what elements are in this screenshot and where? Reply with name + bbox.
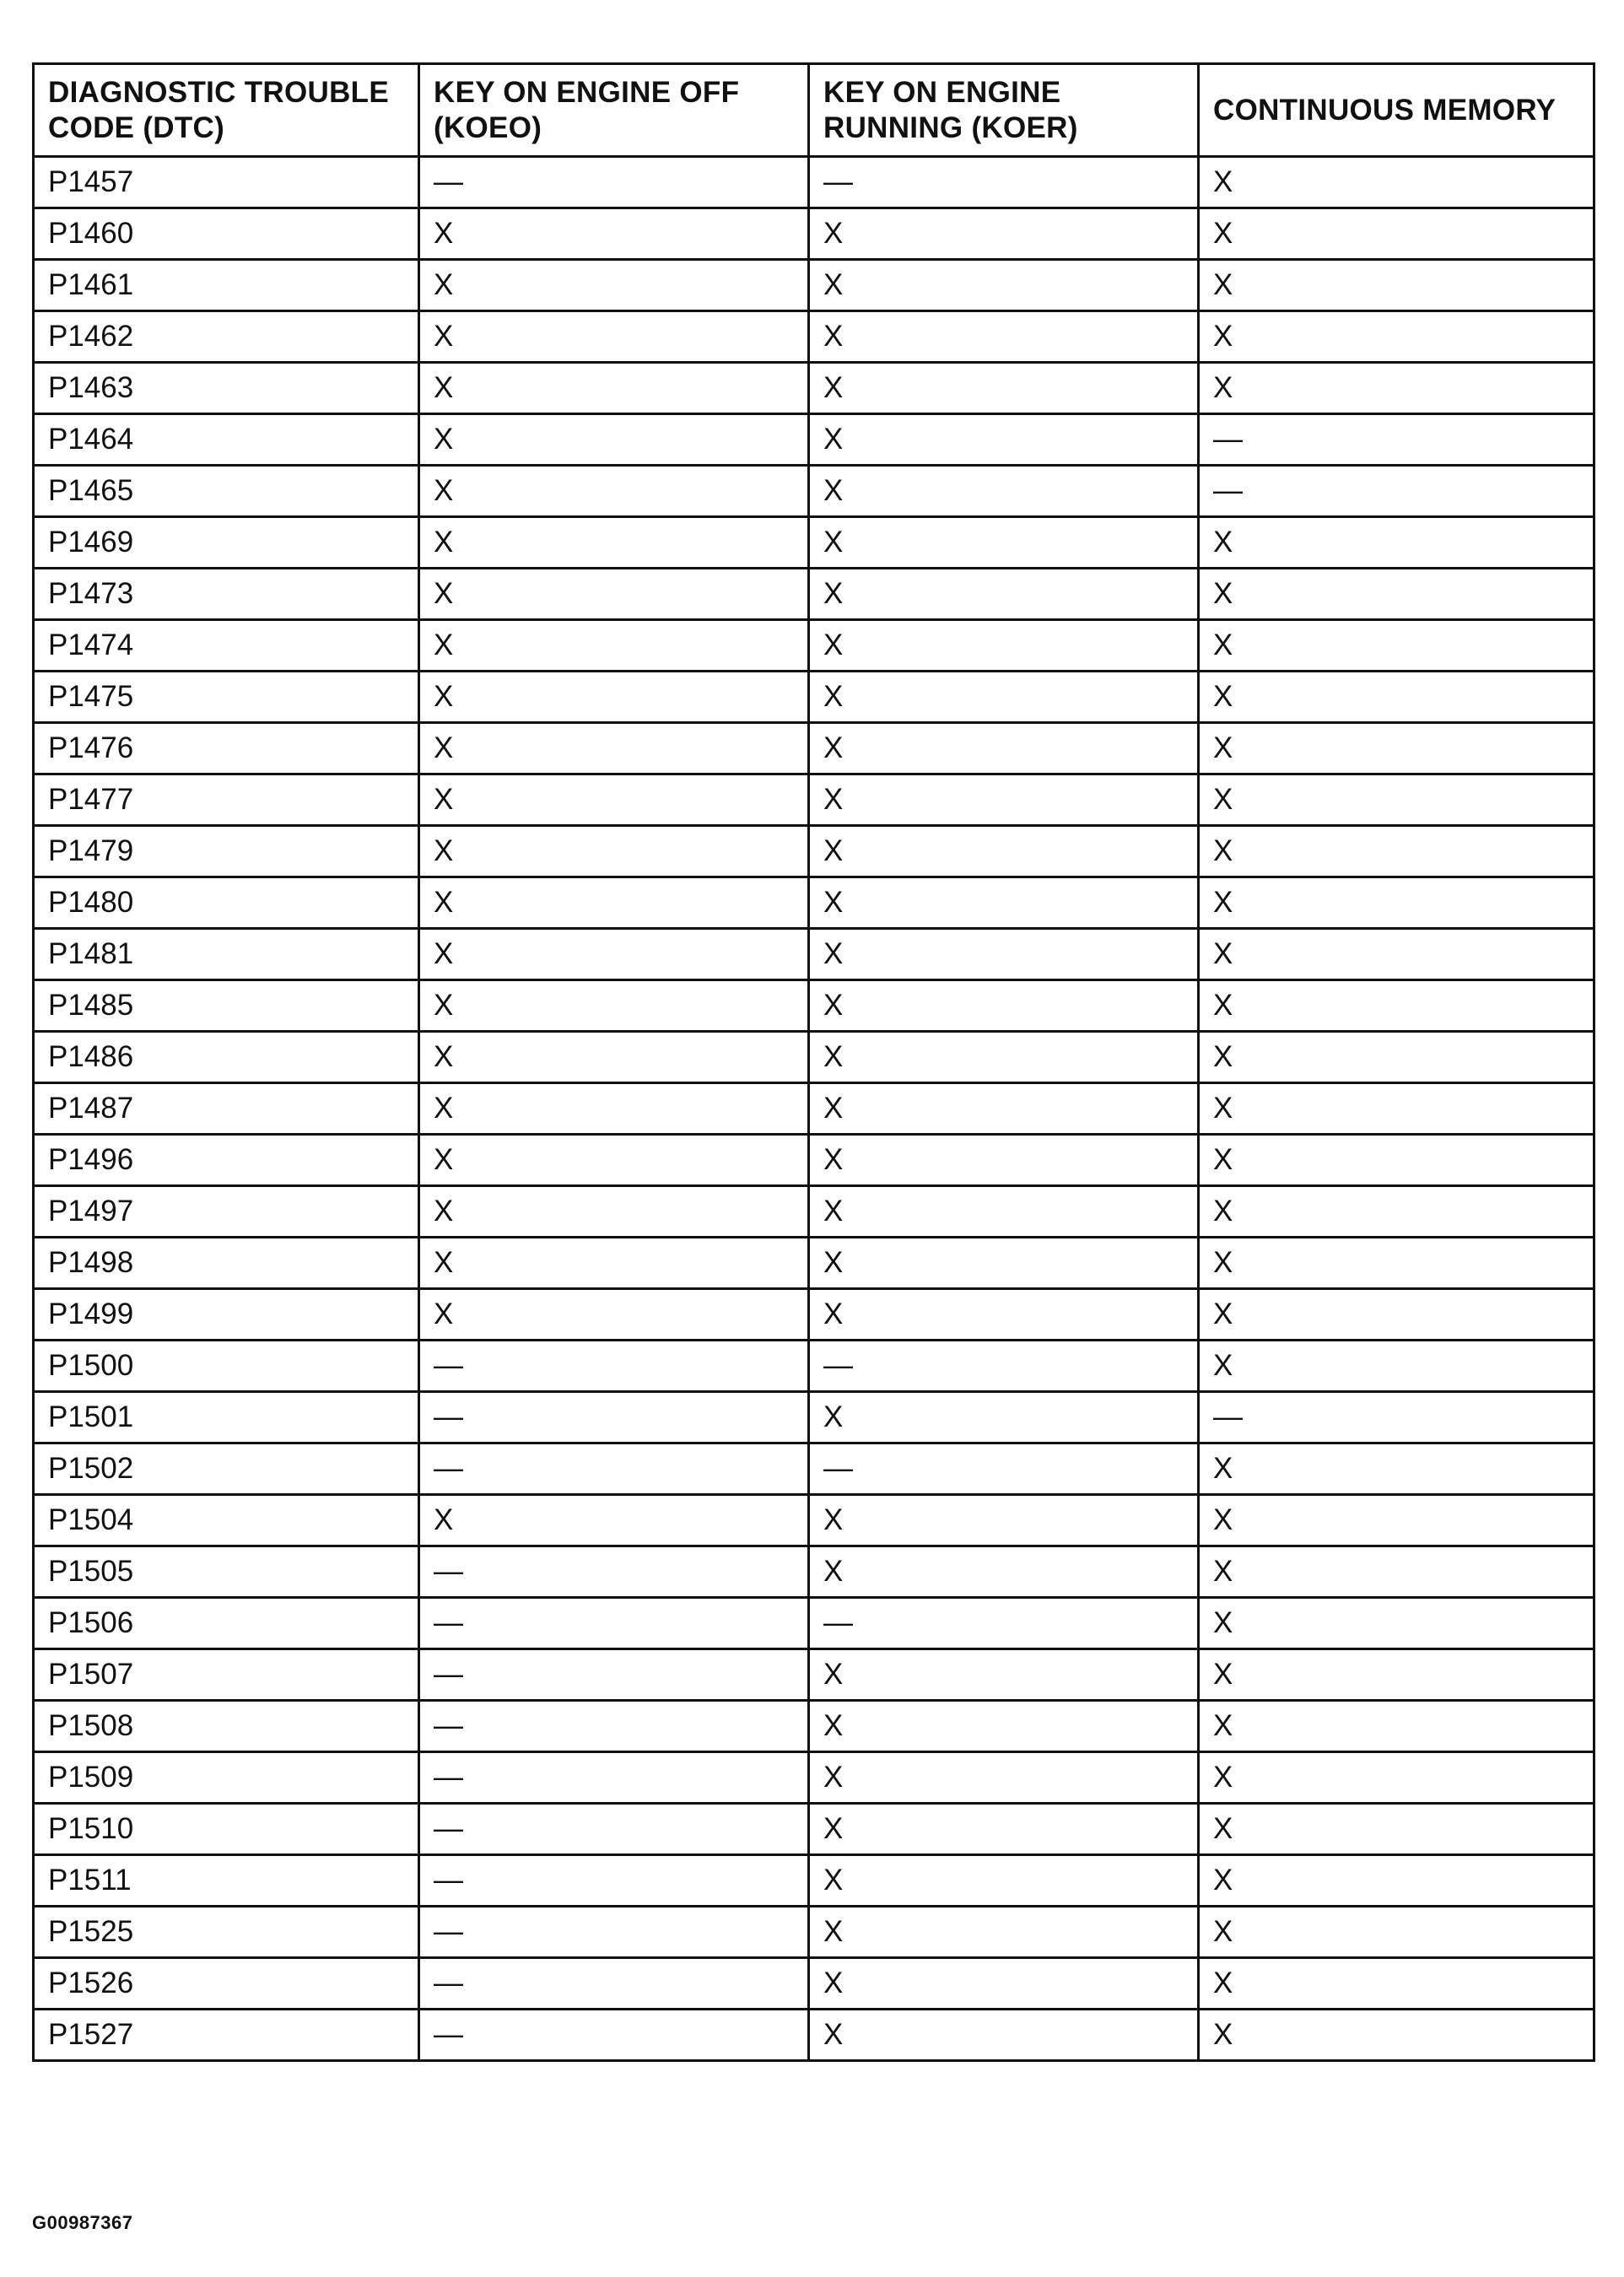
- dtc-code-cell: P1499: [34, 1289, 419, 1341]
- koeo-cell: X: [419, 774, 809, 826]
- koer-cell: X: [809, 466, 1199, 517]
- koeo-cell: X: [419, 877, 809, 929]
- continuous-memory-cell: —: [1199, 1392, 1594, 1443]
- table-row: [34, 414, 1594, 466]
- koeo-cell: X: [419, 672, 809, 723]
- koer-cell: X: [809, 620, 1199, 672]
- continuous-memory-cell: X: [1199, 1752, 1594, 1804]
- koeo-cell: —: [419, 1752, 809, 1804]
- table-row: [34, 1135, 1594, 1186]
- table-row: [34, 1032, 1594, 1083]
- continuous-memory-cell: X: [1199, 1804, 1594, 1855]
- continuous-memory-cell: X: [1199, 877, 1594, 929]
- continuous-memory-cell: X: [1199, 1649, 1594, 1701]
- table-body: [34, 157, 1594, 2061]
- koeo-cell: —: [419, 1958, 809, 2010]
- koeo-cell: X: [419, 1495, 809, 1546]
- koer-cell: X: [809, 260, 1199, 311]
- continuous-memory-cell: X: [1199, 929, 1594, 980]
- dtc-code-cell: P1463: [34, 363, 419, 414]
- table-row: [34, 774, 1594, 826]
- continuous-memory-cell: X: [1199, 1701, 1594, 1752]
- figure-id: G00987367: [32, 2212, 133, 2233]
- table-row: [34, 260, 1594, 311]
- table-row: [34, 1958, 1594, 2010]
- dtc-code-cell: P1485: [34, 980, 419, 1032]
- koer-cell: X: [809, 1804, 1199, 1855]
- koeo-cell: X: [419, 929, 809, 980]
- dtc-test-mode-table: [32, 62, 1595, 2062]
- dtc-code-cell: P1476: [34, 723, 419, 774]
- continuous-memory-cell: —: [1199, 466, 1594, 517]
- dtc-code-cell: P1464: [34, 414, 419, 466]
- koeo-cell: X: [419, 569, 809, 620]
- koer-cell: X: [809, 1238, 1199, 1289]
- dtc-code-cell: P1473: [34, 569, 419, 620]
- koeo-cell: X: [419, 260, 809, 311]
- continuous-memory-cell: X: [1199, 1495, 1594, 1546]
- continuous-memory-cell: X: [1199, 826, 1594, 877]
- dtc-code-cell: P1498: [34, 1238, 419, 1289]
- koeo-cell: —: [419, 2010, 809, 2061]
- koeo-cell: —: [419, 157, 809, 208]
- koeo-cell: X: [419, 1186, 809, 1238]
- continuous-memory-cell: X: [1199, 208, 1594, 260]
- koer-cell: X: [809, 1752, 1199, 1804]
- table-row: [34, 208, 1594, 260]
- table-row: [34, 157, 1594, 208]
- dtc-code-cell: P1477: [34, 774, 419, 826]
- continuous-memory-cell: X: [1199, 1958, 1594, 2010]
- table-row: [34, 1443, 1594, 1495]
- koeo-cell: —: [419, 1804, 809, 1855]
- koer-cell: X: [809, 1083, 1199, 1135]
- table-row: [34, 1083, 1594, 1135]
- koer-cell: X: [809, 311, 1199, 363]
- continuous-memory-cell: X: [1199, 1907, 1594, 1958]
- dtc-code-cell: P1480: [34, 877, 419, 929]
- koer-cell: X: [809, 1701, 1199, 1752]
- table-row: [34, 1495, 1594, 1546]
- header-dtc: DIAGNOSTIC TROUBLE CODE (DTC): [34, 64, 419, 157]
- koeo-cell: X: [419, 980, 809, 1032]
- koeo-cell: X: [419, 466, 809, 517]
- dtc-code-cell: P1526: [34, 1958, 419, 2010]
- continuous-memory-cell: X: [1199, 723, 1594, 774]
- koer-cell: —: [809, 1598, 1199, 1649]
- koer-cell: X: [809, 1135, 1199, 1186]
- koer-cell: X: [809, 1546, 1199, 1598]
- table-row: [34, 826, 1594, 877]
- koeo-cell: —: [419, 1598, 809, 1649]
- table-row: [34, 980, 1594, 1032]
- dtc-code-cell: P1500: [34, 1341, 419, 1392]
- continuous-memory-cell: X: [1199, 1032, 1594, 1083]
- dtc-code-cell: P1460: [34, 208, 419, 260]
- dtc-code-cell: P1479: [34, 826, 419, 877]
- dtc-code-cell: P1487: [34, 1083, 419, 1135]
- continuous-memory-cell: X: [1199, 2010, 1594, 2061]
- koeo-cell: X: [419, 723, 809, 774]
- table-row: [34, 723, 1594, 774]
- dtc-code-cell: P1525: [34, 1907, 419, 1958]
- koeo-cell: X: [419, 1289, 809, 1341]
- continuous-memory-cell: X: [1199, 620, 1594, 672]
- koer-cell: X: [809, 980, 1199, 1032]
- continuous-memory-cell: X: [1199, 157, 1594, 208]
- continuous-memory-cell: —: [1199, 414, 1594, 466]
- table-row: [34, 311, 1594, 363]
- table-row: [34, 363, 1594, 414]
- continuous-memory-cell: X: [1199, 1443, 1594, 1495]
- continuous-memory-cell: X: [1199, 1289, 1594, 1341]
- continuous-memory-cell: X: [1199, 517, 1594, 569]
- table-row: [34, 1649, 1594, 1701]
- continuous-memory-cell: X: [1199, 1135, 1594, 1186]
- table-row: [34, 1546, 1594, 1598]
- koeo-cell: X: [419, 208, 809, 260]
- koeo-cell: —: [419, 1392, 809, 1443]
- dtc-code-cell: P1486: [34, 1032, 419, 1083]
- continuous-memory-cell: X: [1199, 1546, 1594, 1598]
- header-continuous-memory: CONTINUOUS MEMORY: [1199, 64, 1594, 157]
- koer-cell: —: [809, 157, 1199, 208]
- koer-cell: X: [809, 774, 1199, 826]
- koeo-cell: X: [419, 826, 809, 877]
- dtc-code-cell: P1496: [34, 1135, 419, 1186]
- table-row: [34, 1752, 1594, 1804]
- header-koer: KEY ON ENGINE RUNNING (KOER): [809, 64, 1199, 157]
- koer-cell: X: [809, 672, 1199, 723]
- dtc-code-cell: P1457: [34, 157, 419, 208]
- koeo-cell: X: [419, 517, 809, 569]
- koeo-cell: X: [419, 363, 809, 414]
- continuous-memory-cell: X: [1199, 363, 1594, 414]
- dtc-code-cell: P1507: [34, 1649, 419, 1701]
- koer-cell: X: [809, 826, 1199, 877]
- table-row: [34, 929, 1594, 980]
- continuous-memory-cell: X: [1199, 1598, 1594, 1649]
- koeo-cell: X: [419, 1238, 809, 1289]
- continuous-memory-cell: X: [1199, 1855, 1594, 1907]
- koeo-cell: —: [419, 1907, 809, 1958]
- dtc-code-cell: P1465: [34, 466, 419, 517]
- table-row: [34, 517, 1594, 569]
- dtc-code-cell: P1462: [34, 311, 419, 363]
- dtc-code-cell: P1511: [34, 1855, 419, 1907]
- dtc-code-cell: P1527: [34, 2010, 419, 2061]
- table-row: [34, 1598, 1594, 1649]
- koer-cell: X: [809, 569, 1199, 620]
- koer-cell: X: [809, 1907, 1199, 1958]
- table-row: [34, 1341, 1594, 1392]
- table-row: [34, 466, 1594, 517]
- koer-cell: —: [809, 1341, 1199, 1392]
- koeo-cell: —: [419, 1341, 809, 1392]
- dtc-code-cell: P1505: [34, 1546, 419, 1598]
- table-row: [34, 1238, 1594, 1289]
- continuous-memory-cell: X: [1199, 1341, 1594, 1392]
- koeo-cell: X: [419, 620, 809, 672]
- table-row: [34, 1855, 1594, 1907]
- dtc-code-cell: P1502: [34, 1443, 419, 1495]
- continuous-memory-cell: X: [1199, 1186, 1594, 1238]
- koeo-cell: —: [419, 1701, 809, 1752]
- continuous-memory-cell: X: [1199, 672, 1594, 723]
- dtc-code-cell: P1469: [34, 517, 419, 569]
- dtc-code-cell: P1474: [34, 620, 419, 672]
- header-koeo: KEY ON ENGINE OFF (KOEO): [419, 64, 809, 157]
- koer-cell: X: [809, 1289, 1199, 1341]
- table-row: [34, 2010, 1594, 2061]
- continuous-memory-cell: X: [1199, 260, 1594, 311]
- continuous-memory-cell: X: [1199, 980, 1594, 1032]
- koeo-cell: —: [419, 1649, 809, 1701]
- continuous-memory-cell: X: [1199, 1238, 1594, 1289]
- koer-cell: X: [809, 363, 1199, 414]
- koer-cell: —: [809, 1443, 1199, 1495]
- table-row: [34, 569, 1594, 620]
- koer-cell: X: [809, 723, 1199, 774]
- table-row: [34, 877, 1594, 929]
- koeo-cell: —: [419, 1546, 809, 1598]
- continuous-memory-cell: X: [1199, 311, 1594, 363]
- dtc-code-cell: P1481: [34, 929, 419, 980]
- koer-cell: X: [809, 1186, 1199, 1238]
- dtc-code-cell: P1509: [34, 1752, 419, 1804]
- koeo-cell: X: [419, 1032, 809, 1083]
- dtc-code-cell: P1497: [34, 1186, 419, 1238]
- table-row: [34, 620, 1594, 672]
- koer-cell: X: [809, 1649, 1199, 1701]
- koer-cell: X: [809, 208, 1199, 260]
- table-row: [34, 1392, 1594, 1443]
- dtc-code-cell: P1508: [34, 1701, 419, 1752]
- dtc-code-cell: P1461: [34, 260, 419, 311]
- koer-cell: X: [809, 1958, 1199, 2010]
- dtc-code-cell: P1506: [34, 1598, 419, 1649]
- continuous-memory-cell: X: [1199, 569, 1594, 620]
- koeo-cell: X: [419, 414, 809, 466]
- continuous-memory-cell: X: [1199, 1083, 1594, 1135]
- koer-cell: X: [809, 1032, 1199, 1083]
- dtc-code-cell: P1501: [34, 1392, 419, 1443]
- koer-cell: X: [809, 929, 1199, 980]
- table-row: [34, 672, 1594, 723]
- table-row: [34, 1701, 1594, 1752]
- koer-cell: X: [809, 2010, 1199, 2061]
- table-header-row: [34, 64, 1594, 157]
- koer-cell: X: [809, 517, 1199, 569]
- table-row: [34, 1186, 1594, 1238]
- dtc-code-cell: P1510: [34, 1804, 419, 1855]
- table-row: [34, 1907, 1594, 1958]
- koer-cell: X: [809, 414, 1199, 466]
- koeo-cell: X: [419, 1135, 809, 1186]
- dtc-code-cell: P1504: [34, 1495, 419, 1546]
- koer-cell: X: [809, 1495, 1199, 1546]
- table-row: [34, 1804, 1594, 1855]
- koeo-cell: X: [419, 1083, 809, 1135]
- koeo-cell: —: [419, 1855, 809, 1907]
- table-row: [34, 1289, 1594, 1341]
- koer-cell: X: [809, 1392, 1199, 1443]
- koeo-cell: —: [419, 1443, 809, 1495]
- koer-cell: X: [809, 877, 1199, 929]
- koer-cell: X: [809, 1855, 1199, 1907]
- dtc-code-cell: P1475: [34, 672, 419, 723]
- continuous-memory-cell: X: [1199, 774, 1594, 826]
- koeo-cell: X: [419, 311, 809, 363]
